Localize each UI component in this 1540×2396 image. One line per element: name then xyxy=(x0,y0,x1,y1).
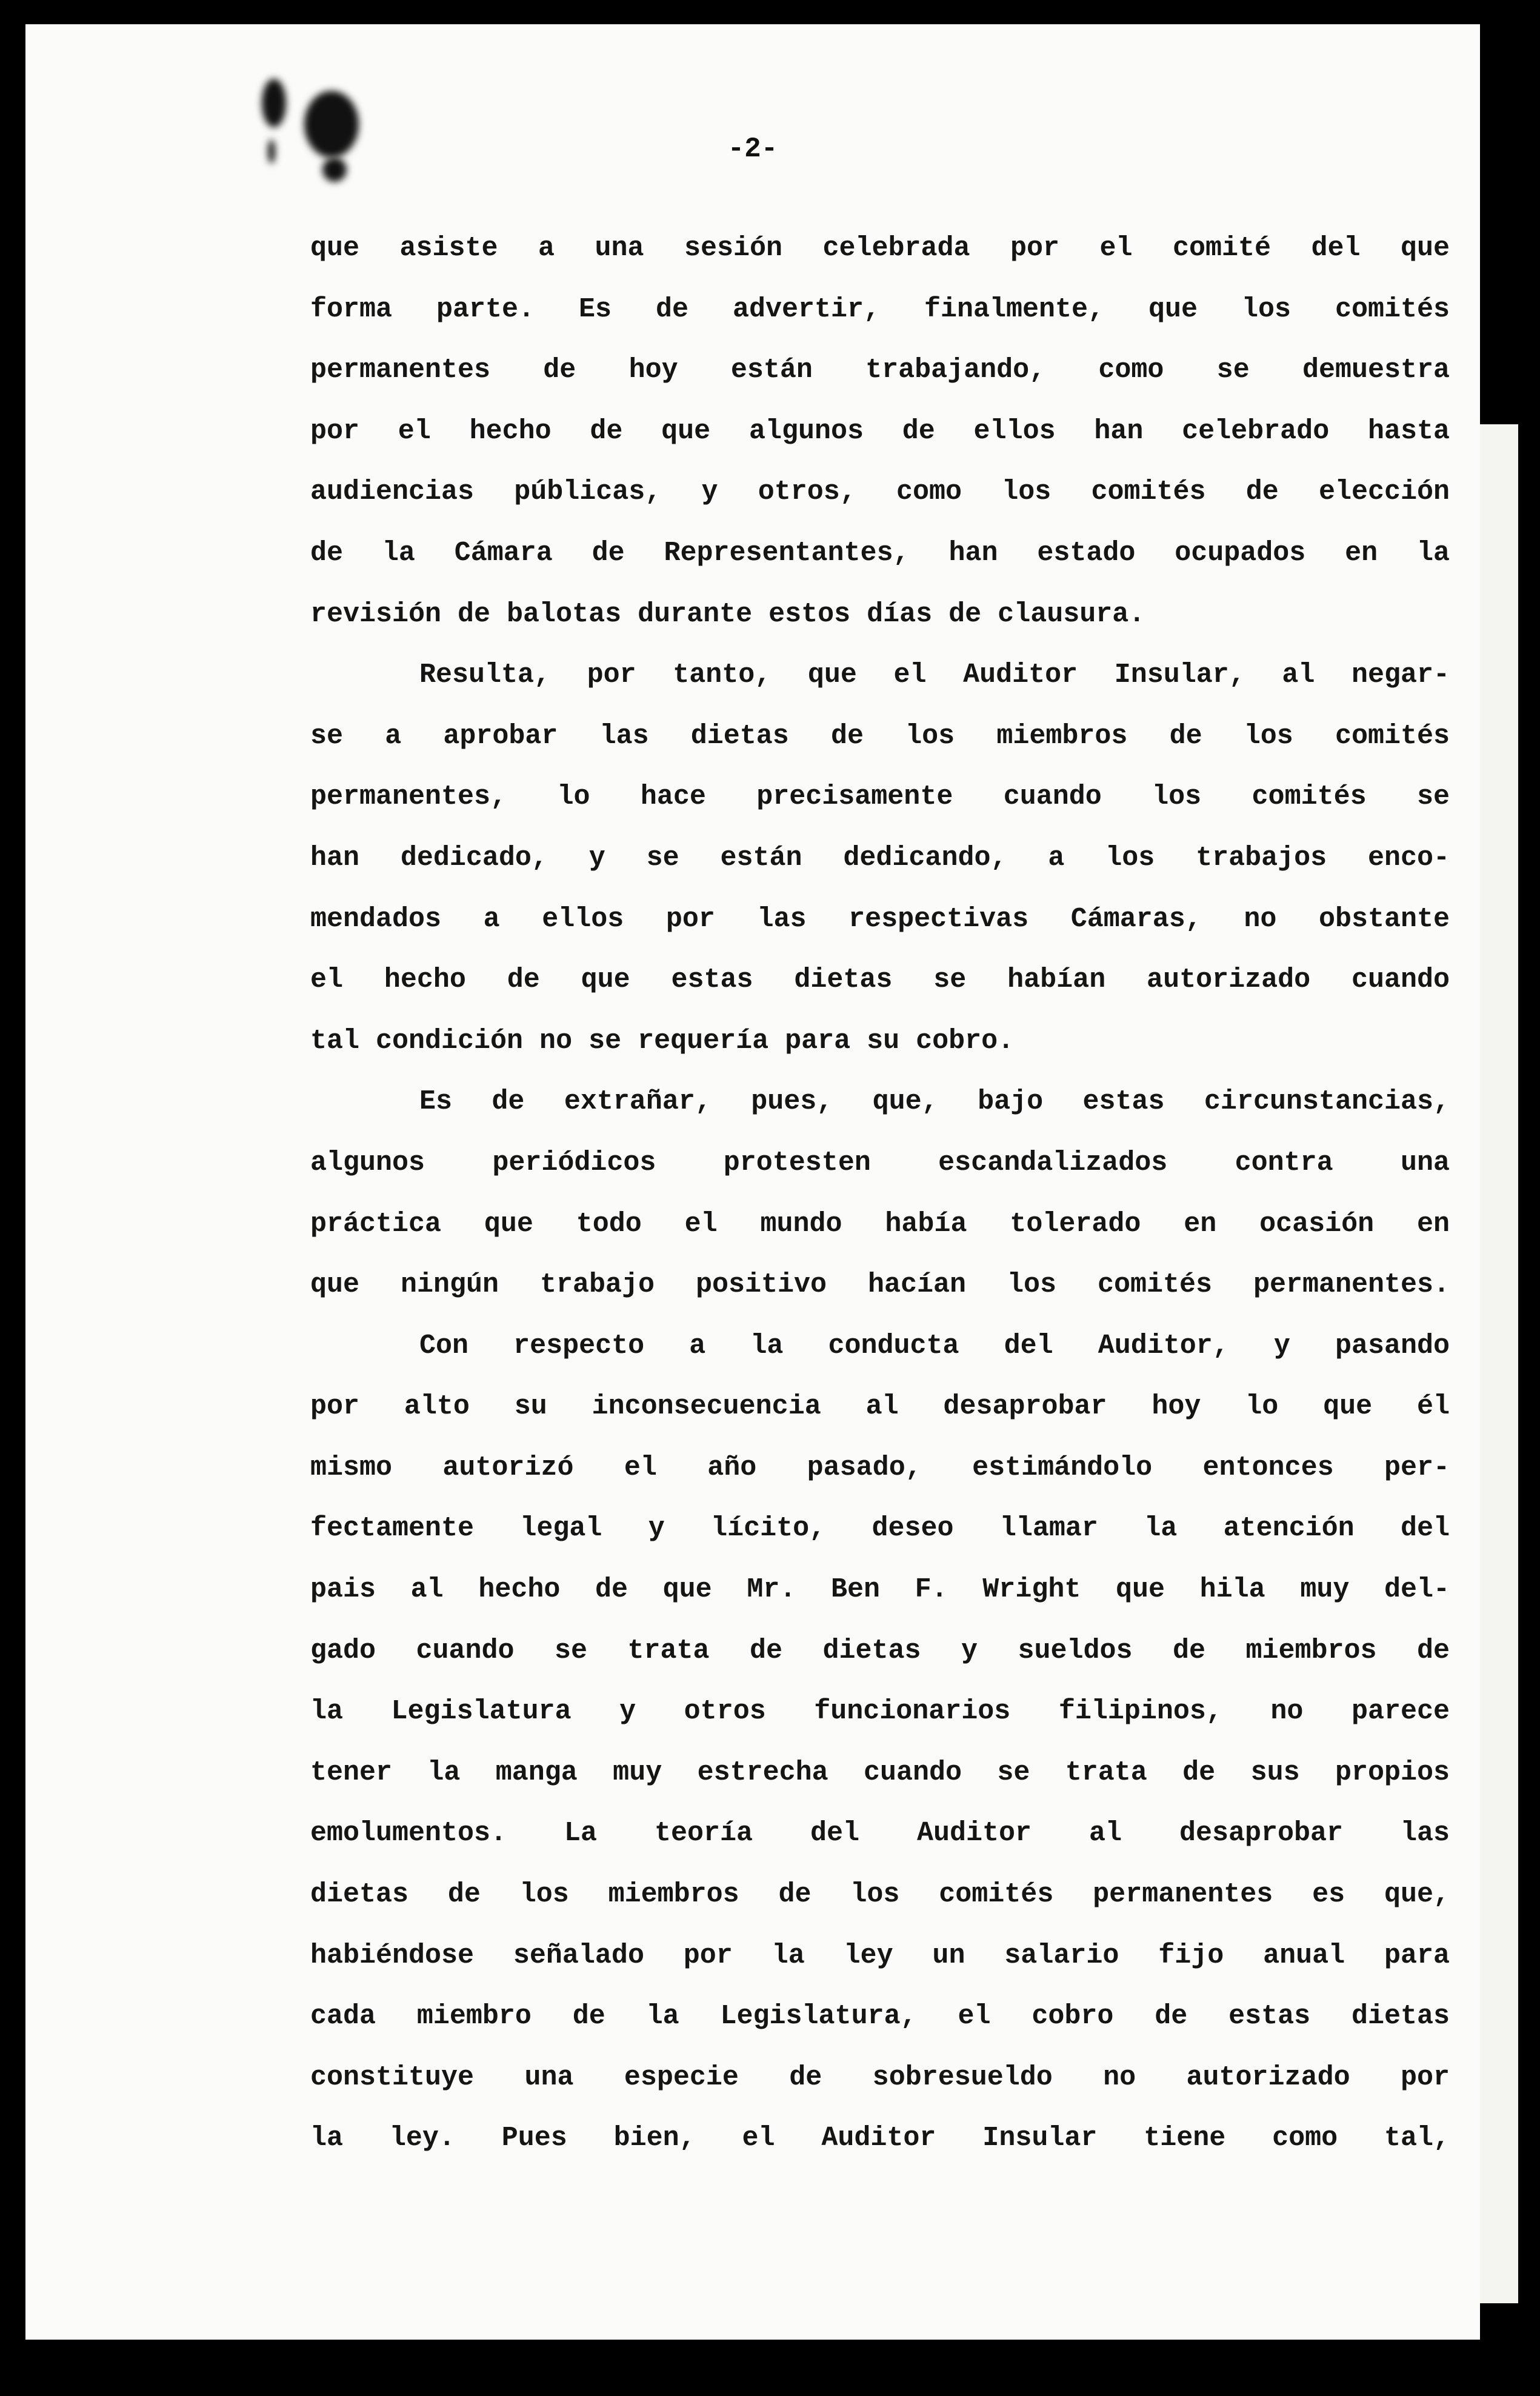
text-line: audiencias públicas, y otros, como los comités de elección xyxy=(310,476,1450,508)
page-number: -2- xyxy=(727,133,778,165)
text-line: mismo autorizó el año pasado, estimándolo entonces per- xyxy=(310,1452,1450,1483)
text-line: dietas de los miembros de los comités permanentes es que, xyxy=(310,1879,1450,1910)
text-line: fectamente legal y lícito, deseo llamar la atención del xyxy=(310,1513,1450,1544)
text-line: Con respecto a la conducta del Auditor, y pasando xyxy=(419,1330,1450,1361)
text-line: revisión de balotas durante estos días de clausura. xyxy=(310,598,1145,630)
text-line: tal condición no se requería para su cobro. xyxy=(310,1025,1015,1056)
text-line: mendados a ellos por las respectivas Cámaras, no obstante xyxy=(310,903,1450,935)
text-line: el hecho de que estas dietas se habían autorizado cuando xyxy=(310,964,1450,996)
document-body xyxy=(310,218,1450,2169)
text-line: Es de extrañar, pues, que, bajo estas circunstancias, xyxy=(419,1086,1450,1118)
text-line: pais al hecho de que Mr. Ben F. Wright que hila muy del- xyxy=(310,1574,1450,1606)
text-line: emolumentos. La teoría del Auditor al desaprobar las xyxy=(310,1818,1450,1849)
text-line: que asiste a una sesión celebrada por el comité del que xyxy=(310,233,1450,264)
text-line: que ningún trabajo positivo hacían los comités permanentes. xyxy=(310,1269,1450,1301)
text-line: Resulta, por tanto, que el Auditor Insular, al negar- xyxy=(419,659,1450,691)
text-line: tener la manga muy estrecha cuando se trata de sus propios xyxy=(310,1757,1450,1788)
text-line: permanentes de hoy están trabajando, como se demuestra xyxy=(310,355,1450,386)
text-line: por el hecho de que algunos de ellos han celebrado hasta xyxy=(310,415,1450,447)
text-line: cada miembro de la Legislatura, el cobro de estas dietas xyxy=(310,2001,1450,2032)
text-line: práctica que todo el mundo había tolerado en ocasión en xyxy=(310,1208,1450,1240)
text-line: la ley. Pues bien, el Auditor Insular tiene como tal, xyxy=(310,2123,1450,2154)
text-line: algunos periódicos protesten escandalizados contra una xyxy=(310,1147,1450,1178)
text-line: se a aprobar las dietas de los miembros de los comités xyxy=(310,720,1450,752)
text-line: permanentes, lo hace precisamente cuando los comités se xyxy=(310,781,1450,813)
text-line: gado cuando se trata de dietas y sueldos de miembros de xyxy=(310,1635,1450,1666)
text-line: constituye una especie de sobresueldo no autorizado por xyxy=(310,2061,1450,2093)
ink-smudge xyxy=(262,79,286,127)
text-line: de la Cámara de Representantes, han estado ocupados en la xyxy=(310,537,1450,569)
text-line: la Legislatura y otros funcionarios filipinos, no parece xyxy=(310,1696,1450,1727)
text-line: habiéndose señalado por la ley un salario fijo anual para xyxy=(310,1940,1450,1971)
text-line: han dedicado, y se están dedicando, a los trabajos enco- xyxy=(310,842,1450,873)
text-line: forma parte. Es de advertir, finalmente, que los comités xyxy=(310,293,1450,325)
text-line: por alto su inconsecuencia al desaprobar hoy lo que él xyxy=(310,1391,1450,1423)
